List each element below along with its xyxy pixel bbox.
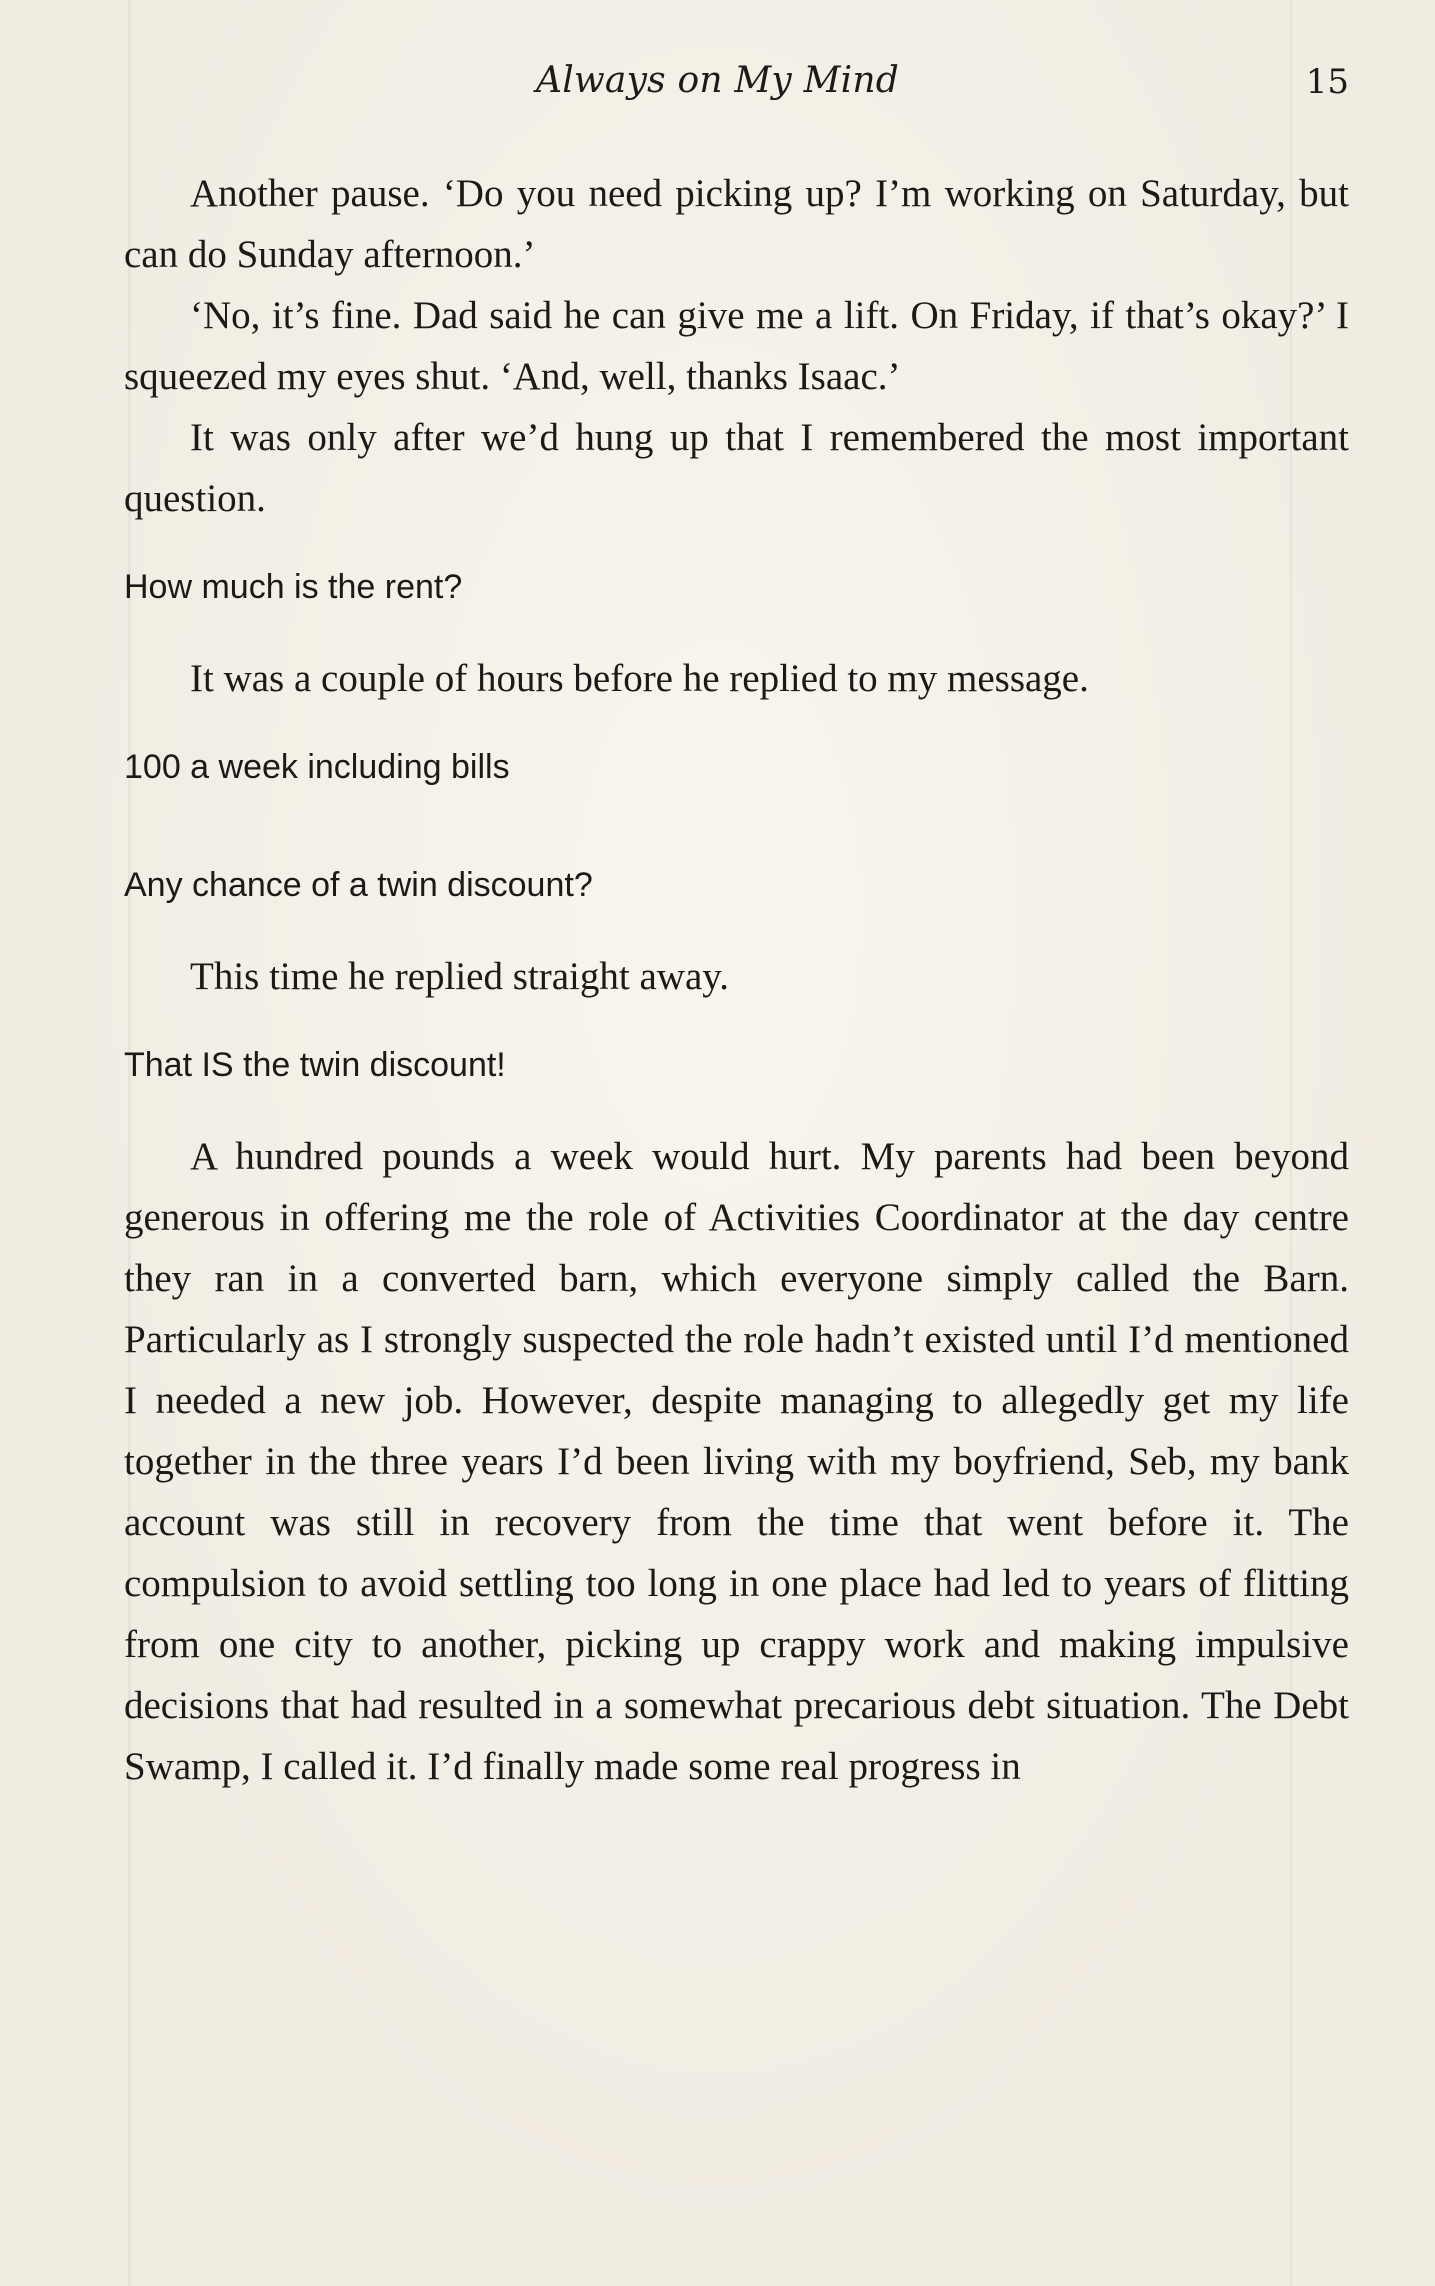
text-message: 100 a week including bills [124, 748, 510, 786]
paragraph: A hundred pounds a week would hurt. My parents had been beyond generous in offering me the role of Activities Coordinator at the day centre they ran in a converted barn, which everyone simply called the Barn. Particularly as I strongly suspected the role hadn’t existed until I’d mentioned I needed a new job. However, despite managing to allegedly get my life together in the three years I’d been living with my boyfriend, Seb, my bank account was still in recovery from the time that went before it. The compulsion to avoid settling too long in one place had led to years of flitting from one city to another, picking up crappy work and making impulsive decisions that had resulted in a somewhat precarious debt situation. The Debt Swamp, I called it. I’d finally made some real progress in [124, 1135, 1349, 1788]
paragraph: It was only after we’d hung up that I remembered the most important question. [124, 416, 1349, 520]
text-message: That IS the twin discount! [124, 1046, 506, 1084]
paragraph: Another pause. ‘Do you need picking up? I’m working on Saturday, but can do Sunday afternoon.’ [124, 172, 1349, 276]
paragraph: ‘No, it’s fine. Dad said he can give me a lift. On Friday, if that’s okay?’ I squeezed my eyes shut. ‘And, well, thanks Isaac.’ [124, 294, 1349, 398]
body-text [124, 163, 1349, 1797]
text-message: Any chance of a twin discount? [124, 866, 593, 904]
paragraph: It was a couple of hours before he replied to my message. [190, 657, 1089, 700]
paragraph: This time he replied straight away. [190, 955, 729, 998]
page-number: 15 [1305, 62, 1349, 102]
running-header-title: Always on My Mind [536, 60, 899, 101]
text-message: How much is the rent? [124, 568, 463, 606]
